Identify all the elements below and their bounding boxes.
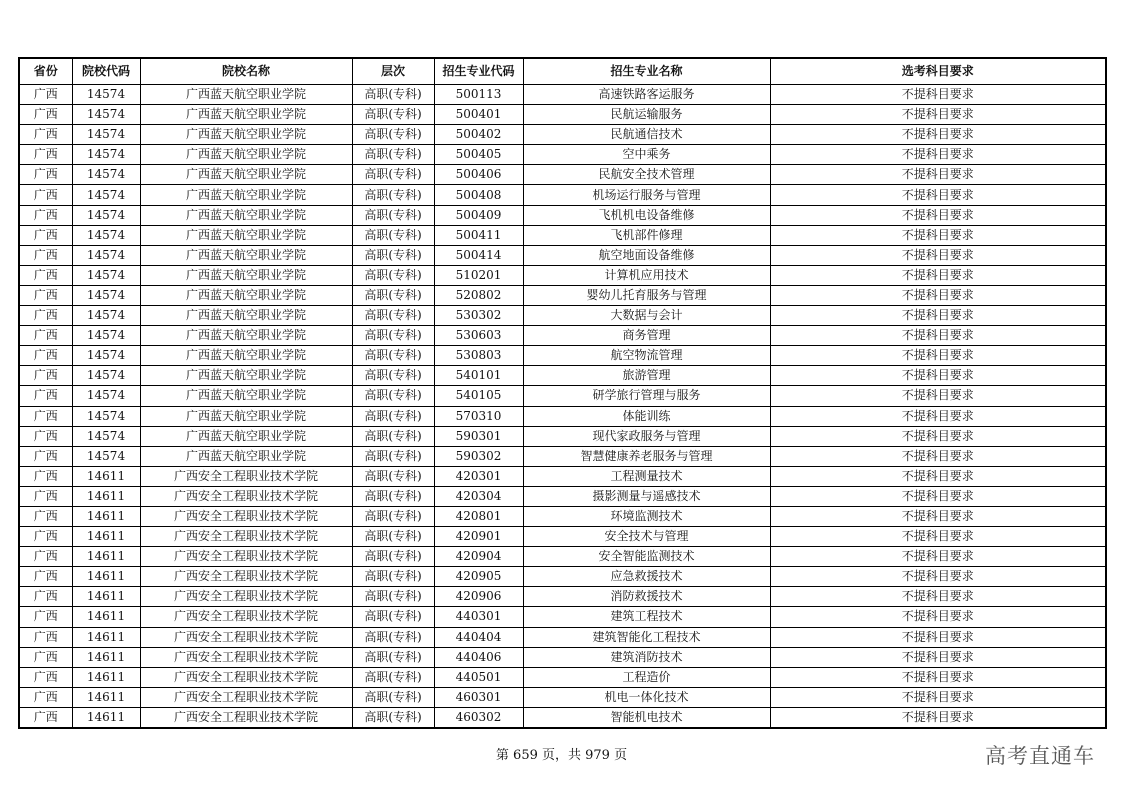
cell-major-code: 420901: [434, 527, 523, 547]
cell-major-code: 500408: [434, 185, 523, 205]
cell-subject-requirement: 不提科目要求: [770, 607, 1106, 627]
cell-province: 广西: [19, 607, 72, 627]
cell-major-code: 540105: [434, 386, 523, 406]
cell-level: 高职(专科): [352, 125, 434, 145]
table-row: [19, 426, 1106, 446]
cell-level: 高职(专科): [352, 165, 434, 185]
cell-subject-requirement: 不提科目要求: [770, 326, 1106, 346]
cell-level: 高职(专科): [352, 346, 434, 366]
cell-subject-requirement: 不提科目要求: [770, 165, 1106, 185]
cell-major-code: 440404: [434, 627, 523, 647]
cell-school-name: 广西安全工程职业技术学院: [140, 587, 352, 607]
cell-school-code: 14574: [72, 306, 140, 326]
cell-province: 广西: [19, 667, 72, 687]
cell-school-name: 广西安全工程职业技术学院: [140, 527, 352, 547]
cell-major-code: 420304: [434, 486, 523, 506]
cell-level: 高职(专科): [352, 245, 434, 265]
cell-province: 广西: [19, 446, 72, 466]
table-row: [19, 306, 1106, 326]
cell-major-code: 460302: [434, 707, 523, 728]
cell-major-name: 航空物流管理: [523, 346, 770, 366]
cell-province: 广西: [19, 185, 72, 205]
table-row: [19, 145, 1106, 165]
cell-major-name: 建筑消防技术: [523, 647, 770, 667]
cell-major-name: 高速铁路客运服务: [523, 85, 770, 105]
cell-subject-requirement: 不提科目要求: [770, 125, 1106, 145]
table-row: [19, 506, 1106, 526]
table-body: [19, 85, 1106, 729]
cell-school-code: 14574: [72, 366, 140, 386]
cell-level: 高职(专科): [352, 185, 434, 205]
cell-level: 高职(专科): [352, 647, 434, 667]
cell-province: 广西: [19, 627, 72, 647]
cell-school-code: 14574: [72, 105, 140, 125]
cell-major-code: 440301: [434, 607, 523, 627]
cell-school-name: 广西安全工程职业技术学院: [140, 547, 352, 567]
cell-level: 高职(专科): [352, 687, 434, 707]
cell-level: 高职(专科): [352, 225, 434, 245]
cell-school-code: 14574: [72, 386, 140, 406]
cell-major-code: 530603: [434, 326, 523, 346]
cell-major-code: 440501: [434, 667, 523, 687]
cell-level: 高职(专科): [352, 306, 434, 326]
cell-school-name: 广西蓝天航空职业学院: [140, 185, 352, 205]
cell-level: 高职(专科): [352, 85, 434, 105]
table-row: [19, 567, 1106, 587]
cell-province: 广西: [19, 506, 72, 526]
page-number: 第 659 页，共 979 页: [495, 748, 628, 763]
cell-school-name: 广西蓝天航空职业学院: [140, 386, 352, 406]
cell-major-code: 420301: [434, 466, 523, 486]
cell-school-code: 14574: [72, 85, 140, 105]
table-row: [19, 245, 1106, 265]
cell-school-name: 广西蓝天航空职业学院: [140, 125, 352, 145]
cell-province: 广西: [19, 647, 72, 667]
col-header-school-code: 院校代码: [72, 58, 140, 85]
cell-subject-requirement: 不提科目要求: [770, 185, 1106, 205]
cell-major-code: 460301: [434, 687, 523, 707]
cell-subject-requirement: 不提科目要求: [770, 285, 1106, 305]
cell-school-name: 广西安全工程职业技术学院: [140, 667, 352, 687]
table-row: [19, 326, 1106, 346]
cell-level: 高职(专科): [352, 667, 434, 687]
cell-school-name: 广西安全工程职业技术学院: [140, 607, 352, 627]
cell-level: 高职(专科): [352, 547, 434, 567]
cell-school-code: 14574: [72, 205, 140, 225]
col-header-major-name: 招生专业名称: [523, 58, 770, 85]
cell-province: 广西: [19, 527, 72, 547]
cell-school-code: 14574: [72, 265, 140, 285]
cell-level: 高职(专科): [352, 366, 434, 386]
table-row: [19, 607, 1106, 627]
cell-school-code: 14611: [72, 567, 140, 587]
cell-major-name: 商务管理: [523, 326, 770, 346]
cell-level: 高职(专科): [352, 587, 434, 607]
cell-school-code: 14574: [72, 125, 140, 145]
table-row: [19, 627, 1106, 647]
cell-school-code: 14611: [72, 486, 140, 506]
table-row: [19, 587, 1106, 607]
cell-major-code: 420906: [434, 587, 523, 607]
cell-school-code: 14574: [72, 185, 140, 205]
cell-school-name: 广西蓝天航空职业学院: [140, 426, 352, 446]
cell-school-name: 广西蓝天航空职业学院: [140, 145, 352, 165]
cell-subject-requirement: 不提科目要求: [770, 486, 1106, 506]
cell-province: 广西: [19, 486, 72, 506]
cell-school-code: 14611: [72, 707, 140, 728]
cell-school-name: 广西安全工程职业技术学院: [140, 486, 352, 506]
cell-school-code: 14574: [72, 165, 140, 185]
table-row: [19, 446, 1106, 466]
cell-province: 广西: [19, 707, 72, 728]
cell-school-code: 14574: [72, 446, 140, 466]
table-row: [19, 667, 1106, 687]
cell-school-code: 14611: [72, 667, 140, 687]
table-row: [19, 285, 1106, 305]
cell-subject-requirement: 不提科目要求: [770, 547, 1106, 567]
cell-school-name: 广西蓝天航空职业学院: [140, 225, 352, 245]
cell-province: 广西: [19, 145, 72, 165]
table-row: [19, 366, 1106, 386]
cell-subject-requirement: 不提科目要求: [770, 406, 1106, 426]
cell-subject-requirement: 不提科目要求: [770, 426, 1106, 446]
cell-level: 高职(专科): [352, 466, 434, 486]
table-row: [19, 406, 1106, 426]
cell-province: 广西: [19, 205, 72, 225]
cell-school-code: 14574: [72, 426, 140, 446]
cell-major-name: 安全智能监测技术: [523, 547, 770, 567]
cell-subject-requirement: 不提科目要求: [770, 346, 1106, 366]
cell-school-name: 广西蓝天航空职业学院: [140, 205, 352, 225]
cell-province: 广西: [19, 386, 72, 406]
cell-school-code: 14574: [72, 346, 140, 366]
cell-major-code: 590301: [434, 426, 523, 446]
cell-province: 广西: [19, 366, 72, 386]
cell-major-code: 420905: [434, 567, 523, 587]
cell-school-code: 14611: [72, 687, 140, 707]
cell-major-name: 建筑智能化工程技术: [523, 627, 770, 647]
cell-subject-requirement: 不提科目要求: [770, 366, 1106, 386]
cell-subject-requirement: 不提科目要求: [770, 205, 1106, 225]
table-row: [19, 547, 1106, 567]
cell-major-code: 510201: [434, 265, 523, 285]
cell-province: 广西: [19, 125, 72, 145]
cell-school-name: 广西蓝天航空职业学院: [140, 366, 352, 386]
cell-level: 高职(专科): [352, 265, 434, 285]
cell-major-code: 540101: [434, 366, 523, 386]
table-row: [19, 527, 1106, 547]
cell-major-name: 机场运行服务与管理: [523, 185, 770, 205]
cell-school-code: 14574: [72, 225, 140, 245]
cell-major-code: 440406: [434, 647, 523, 667]
cell-school-name: 广西蓝天航空职业学院: [140, 165, 352, 185]
cell-level: 高职(专科): [352, 145, 434, 165]
cell-major-name: 应急救援技术: [523, 567, 770, 587]
cell-level: 高职(专科): [352, 426, 434, 446]
cell-school-name: 广西蓝天航空职业学院: [140, 346, 352, 366]
cell-level: 高职(专科): [352, 486, 434, 506]
cell-subject-requirement: 不提科目要求: [770, 707, 1106, 728]
cell-province: 广西: [19, 567, 72, 587]
cell-school-code: 14574: [72, 406, 140, 426]
cell-major-name: 民航运输服务: [523, 105, 770, 125]
cell-major-name: 空中乘务: [523, 145, 770, 165]
cell-province: 广西: [19, 466, 72, 486]
cell-major-code: 530302: [434, 306, 523, 326]
table-row: [19, 225, 1106, 245]
cell-school-name: 广西安全工程职业技术学院: [140, 567, 352, 587]
cell-level: 高职(专科): [352, 386, 434, 406]
cell-school-name: 广西安全工程职业技术学院: [140, 687, 352, 707]
table-row: [19, 165, 1106, 185]
cell-major-name: 大数据与会计: [523, 306, 770, 326]
cell-province: 广西: [19, 165, 72, 185]
col-header-major-code: 招生专业代码: [434, 58, 523, 85]
cell-major-code: 500401: [434, 105, 523, 125]
cell-level: 高职(专科): [352, 205, 434, 225]
cell-province: 广西: [19, 547, 72, 567]
table-row: [19, 687, 1106, 707]
table-row: [19, 265, 1106, 285]
cell-major-name: 体能训练: [523, 406, 770, 426]
cell-subject-requirement: 不提科目要求: [770, 265, 1106, 285]
table-row: [19, 707, 1106, 728]
cell-major-code: 520802: [434, 285, 523, 305]
cell-school-code: 14574: [72, 326, 140, 346]
cell-level: 高职(专科): [352, 527, 434, 547]
cell-major-name: 消防救援技术: [523, 587, 770, 607]
cell-school-name: 广西蓝天航空职业学院: [140, 285, 352, 305]
cell-major-name: 环境监测技术: [523, 506, 770, 526]
cell-school-name: 广西蓝天航空职业学院: [140, 85, 352, 105]
cell-major-name: 计算机应用技术: [523, 265, 770, 285]
cell-major-code: 500414: [434, 245, 523, 265]
cell-school-name: 广西蓝天航空职业学院: [140, 105, 352, 125]
cell-major-name: 现代家政服务与管理: [523, 426, 770, 446]
cell-school-code: 14611: [72, 587, 140, 607]
cell-major-name: 安全技术与管理: [523, 527, 770, 547]
cell-major-code: 420904: [434, 547, 523, 567]
table-row: [19, 205, 1106, 225]
cell-province: 广西: [19, 105, 72, 125]
cell-province: 广西: [19, 225, 72, 245]
cell-school-code: 14611: [72, 506, 140, 526]
cell-major-code: 500113: [434, 85, 523, 105]
cell-major-name: 建筑工程技术: [523, 607, 770, 627]
cell-major-name: 智能机电技术: [523, 707, 770, 728]
cell-subject-requirement: 不提科目要求: [770, 145, 1106, 165]
cell-major-name: 工程测量技术: [523, 466, 770, 486]
cell-school-name: 广西蓝天航空职业学院: [140, 306, 352, 326]
col-header-school-name: 院校名称: [140, 58, 352, 85]
cell-major-code: 420801: [434, 506, 523, 526]
cell-major-name: 摄影测量与遥感技术: [523, 486, 770, 506]
cell-level: 高职(专科): [352, 506, 434, 526]
cell-major-name: 工程造价: [523, 667, 770, 687]
cell-province: 广西: [19, 285, 72, 305]
cell-subject-requirement: 不提科目要求: [770, 567, 1106, 587]
cell-level: 高职(专科): [352, 326, 434, 346]
cell-major-name: 智慧健康养老服务与管理: [523, 446, 770, 466]
cell-province: 广西: [19, 85, 72, 105]
cell-school-code: 14611: [72, 627, 140, 647]
cell-school-name: 广西蓝天航空职业学院: [140, 446, 352, 466]
cell-level: 高职(专科): [352, 446, 434, 466]
table-row: [19, 105, 1106, 125]
cell-subject-requirement: 不提科目要求: [770, 466, 1106, 486]
table-row: [19, 125, 1106, 145]
cell-province: 广西: [19, 346, 72, 366]
cell-school-name: 广西安全工程职业技术学院: [140, 506, 352, 526]
cell-major-name: 机电一体化技术: [523, 687, 770, 707]
cell-school-name: 广西蓝天航空职业学院: [140, 245, 352, 265]
cell-school-code: 14611: [72, 466, 140, 486]
cell-province: 广西: [19, 306, 72, 326]
cell-major-name: 飞机机电设备维修: [523, 205, 770, 225]
col-header-province: 省份: [19, 58, 72, 85]
table-row: [19, 85, 1106, 105]
table-row: [19, 647, 1106, 667]
cell-province: 广西: [19, 426, 72, 446]
table-row: [19, 346, 1106, 366]
cell-major-code: 500402: [434, 125, 523, 145]
cell-major-name: 婴幼儿托育服务与管理: [523, 285, 770, 305]
table-row: [19, 185, 1106, 205]
admissions-table: [18, 57, 1107, 729]
cell-subject-requirement: 不提科目要求: [770, 587, 1106, 607]
cell-major-code: 500405: [434, 145, 523, 165]
cell-major-name: 民航安全技术管理: [523, 165, 770, 185]
cell-school-code: 14574: [72, 145, 140, 165]
cell-major-name: 航空地面设备维修: [523, 245, 770, 265]
cell-subject-requirement: 不提科目要求: [770, 225, 1106, 245]
cell-level: 高职(专科): [352, 627, 434, 647]
table-row: [19, 466, 1106, 486]
cell-province: 广西: [19, 406, 72, 426]
cell-major-code: 500411: [434, 225, 523, 245]
cell-school-name: 广西安全工程职业技术学院: [140, 466, 352, 486]
cell-subject-requirement: 不提科目要求: [770, 627, 1106, 647]
cell-major-code: 590302: [434, 446, 523, 466]
cell-province: 广西: [19, 245, 72, 265]
cell-level: 高职(专科): [352, 406, 434, 426]
cell-school-name: 广西安全工程职业技术学院: [140, 647, 352, 667]
cell-subject-requirement: 不提科目要求: [770, 647, 1106, 667]
cell-major-code: 500406: [434, 165, 523, 185]
cell-major-name: 飞机部件修理: [523, 225, 770, 245]
watermark-logo-text: 高考直通车: [985, 744, 1095, 768]
cell-school-code: 14611: [72, 607, 140, 627]
cell-school-name: 广西安全工程职业技术学院: [140, 707, 352, 728]
cell-school-code: 14611: [72, 527, 140, 547]
cell-major-code: 530803: [434, 346, 523, 366]
cell-major-name: 研学旅行管理与服务: [523, 386, 770, 406]
cell-school-name: 广西安全工程职业技术学院: [140, 627, 352, 647]
cell-school-code: 14574: [72, 245, 140, 265]
cell-school-name: 广西蓝天航空职业学院: [140, 326, 352, 346]
table-row: [19, 386, 1106, 406]
cell-major-name: 旅游管理: [523, 366, 770, 386]
cell-school-code: 14574: [72, 285, 140, 305]
cell-subject-requirement: 不提科目要求: [770, 306, 1106, 326]
table-row: [19, 486, 1106, 506]
cell-subject-requirement: 不提科目要求: [770, 446, 1106, 466]
cell-subject-requirement: 不提科目要求: [770, 386, 1106, 406]
col-header-level: 层次: [352, 58, 434, 85]
cell-province: 广西: [19, 326, 72, 346]
cell-major-name: 民航通信技术: [523, 125, 770, 145]
cell-subject-requirement: 不提科目要求: [770, 85, 1106, 105]
cell-major-code: 500409: [434, 205, 523, 225]
cell-province: 广西: [19, 687, 72, 707]
cell-subject-requirement: 不提科目要求: [770, 667, 1106, 687]
cell-subject-requirement: 不提科目要求: [770, 506, 1106, 526]
cell-level: 高职(专科): [352, 707, 434, 728]
cell-level: 高职(专科): [352, 105, 434, 125]
cell-province: 广西: [19, 587, 72, 607]
cell-school-code: 14611: [72, 547, 140, 567]
cell-major-code: 570310: [434, 406, 523, 426]
cell-province: 广西: [19, 265, 72, 285]
col-header-subject-requirement: 选考科目要求: [770, 58, 1106, 85]
cell-subject-requirement: 不提科目要求: [770, 105, 1106, 125]
header-row: [19, 58, 1106, 85]
cell-subject-requirement: 不提科目要求: [770, 527, 1106, 547]
cell-subject-requirement: 不提科目要求: [770, 245, 1106, 265]
cell-level: 高职(专科): [352, 285, 434, 305]
cell-school-name: 广西蓝天航空职业学院: [140, 265, 352, 285]
cell-level: 高职(专科): [352, 567, 434, 587]
cell-subject-requirement: 不提科目要求: [770, 687, 1106, 707]
cell-school-name: 广西蓝天航空职业学院: [140, 406, 352, 426]
cell-school-code: 14611: [72, 647, 140, 667]
cell-level: 高职(专科): [352, 607, 434, 627]
